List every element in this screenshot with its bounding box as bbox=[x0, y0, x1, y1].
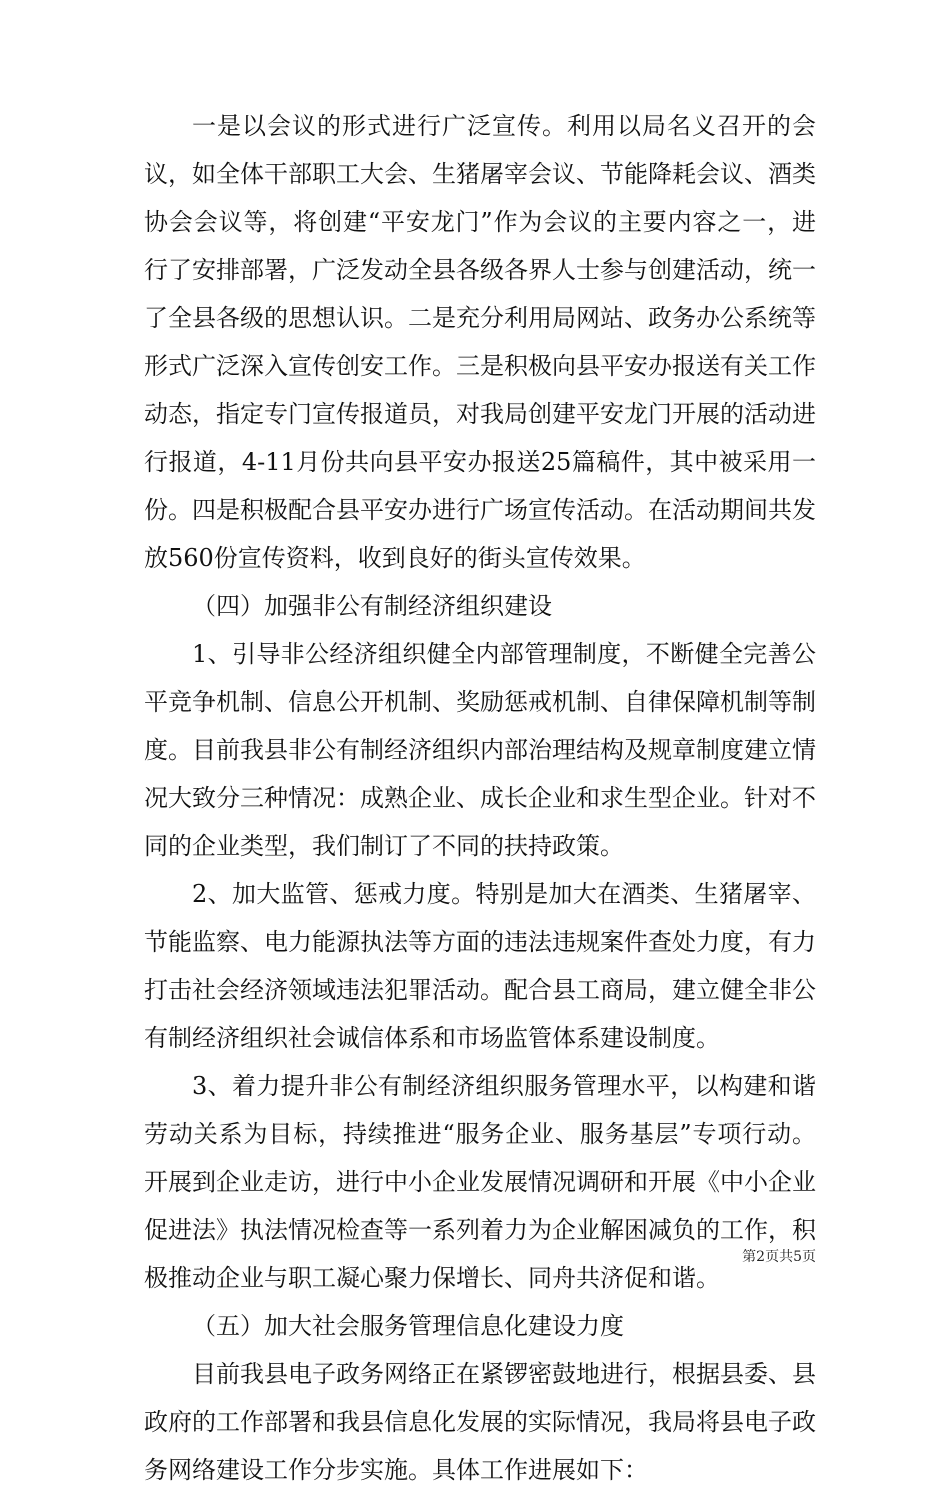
paragraph-egov: 目前我县电子政务网络正在紧锣密鼓地进行，根据县委、县政府的工作部署和我县信息化发展的实际情况，我局将县电子政务网络建设工作分步实施。具体工作进展如下： bbox=[144, 1360, 816, 1484]
page-number: 第2页共5页 bbox=[742, 1249, 816, 1265]
paragraph-item-3: 3、着力提升非公有制经济组织服务管理水平，以构建和谐劳动关系为目标，持续推进“服务企业、服务基层”专项行动。开展到企业走访，进行中小企业发展情况调研和开展《中小企业促进法》执法情况检查等一系列着力为企业解困减负的工作，积极推动企业与职工凝心聚力保增长、同舟共济促和谐。 bbox=[144, 1072, 816, 1292]
document-body bbox=[144, 102, 816, 1494]
paragraph-item-1: 1、引导非公经济组织健全内部管理制度，不断健全完善公平竞争机制、信息公开机制、奖励惩戒机制、自律保障机制等制度。目前我县非公有制经济组织内部治理结构及规章制度建立情况大致分三种情况：成熟企业、成长企业和求生型企业。针对不同的企业类型，我们制订了不同的扶持政策。 bbox=[144, 640, 816, 860]
paragraph-item-2: 2、加大监管、惩戒力度。特别是加大在酒类、生猪屠宰、节能监察、电力能源执法等方面的违法违规案件查处力度，有力打击社会经济领域违法犯罪活动。配合县工商局，建立健全非公有制经济组织社会诚信体系和市场监管体系建设制度。 bbox=[144, 880, 816, 1052]
section-heading-4: （四）加强非公有制经济组织建设 bbox=[192, 592, 552, 620]
section-heading-5: （五）加大社会服务管理信息化建设力度 bbox=[192, 1312, 624, 1340]
paragraph-publicity: 一是以会议的形式进行广泛宣传。利用以局名义召开的会议，如全体干部职工大会、生猪屠宰会议、节能降耗会议、酒类协会会议等，将创建“平安龙门”作为会议的主要内容之一，进行了安排部署，广泛发动全县各级各界人士参与创建活动，统一了全县各级的思想认识。二是充分利用局网站、政务办公系统等形式广泛深入宣传创安工作。三是积极向县平安办报送有关工作动态，指定专门宣传报道员，对我局创建平安龙门开展的活动进行报道，4-11月份共向县平安办报送25篇稿件，其中被采用一份。四是积极配合县平安办进行广场宣传活动。在活动期间共发放560份宣传资料，收到良好的街头宣传效果。 bbox=[144, 112, 816, 572]
